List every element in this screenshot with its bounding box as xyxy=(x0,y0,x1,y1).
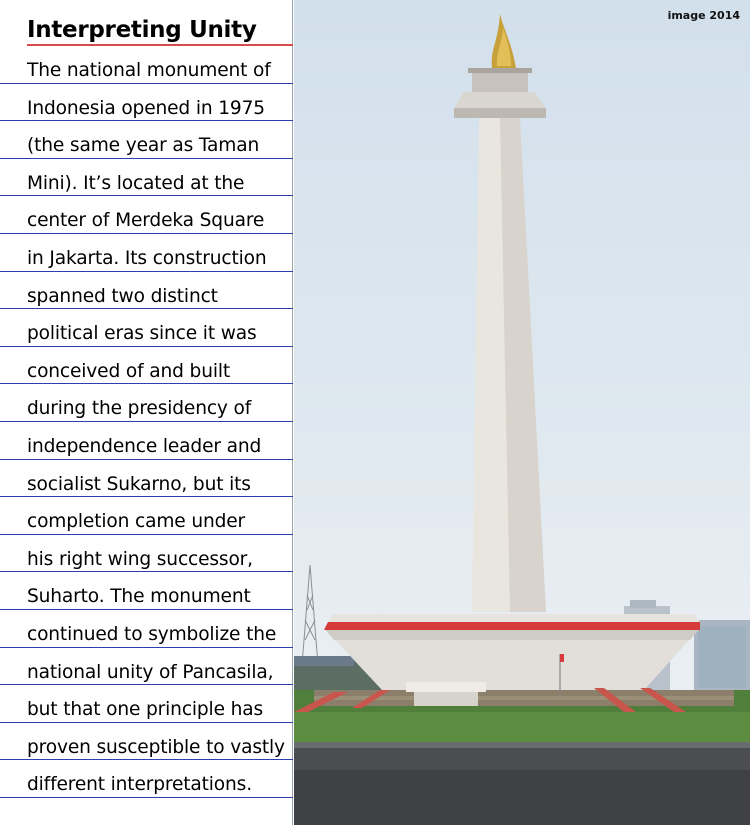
article-line: independence leader and xyxy=(0,422,293,460)
article-line: different interpretations. xyxy=(0,760,293,798)
article-body xyxy=(0,46,293,798)
article-line: during the presidency of xyxy=(0,384,293,422)
article-line: in Jakarta. Its construction xyxy=(0,234,293,272)
article-line: (the same year as Taman xyxy=(0,121,293,159)
article-line: spanned two distinct xyxy=(0,272,293,310)
article-line: conceived of and built xyxy=(0,347,293,385)
article-line: socialist Sukarno, but its xyxy=(0,460,293,498)
text-panel xyxy=(0,0,293,825)
article-line: Mini). It’s located at the xyxy=(0,159,293,197)
article-line: Indonesia opened in 1975 xyxy=(0,84,293,122)
article-line: Suharto. The monument xyxy=(0,572,293,610)
radio-tower xyxy=(302,565,318,665)
article-line: continued to symbolize the xyxy=(0,610,293,648)
article-line: national unity of Pancasila, xyxy=(0,648,293,686)
monument-photo xyxy=(294,0,750,825)
article-line: completion came under xyxy=(0,497,293,535)
article-title: Interpreting Unity xyxy=(27,17,257,43)
image-caption: image 2014 xyxy=(667,9,740,22)
article-line: political eras since it was xyxy=(0,309,293,347)
article-line: but that one principle has xyxy=(0,685,293,723)
article-line: The national monument of xyxy=(0,46,293,84)
monument-obelisk xyxy=(454,14,564,700)
article-line: center of Merdeka Square xyxy=(0,196,293,234)
monument-illustration xyxy=(294,0,750,825)
article-line: proven susceptible to vastly xyxy=(0,723,293,761)
article-line: his right wing successor, xyxy=(0,535,293,573)
